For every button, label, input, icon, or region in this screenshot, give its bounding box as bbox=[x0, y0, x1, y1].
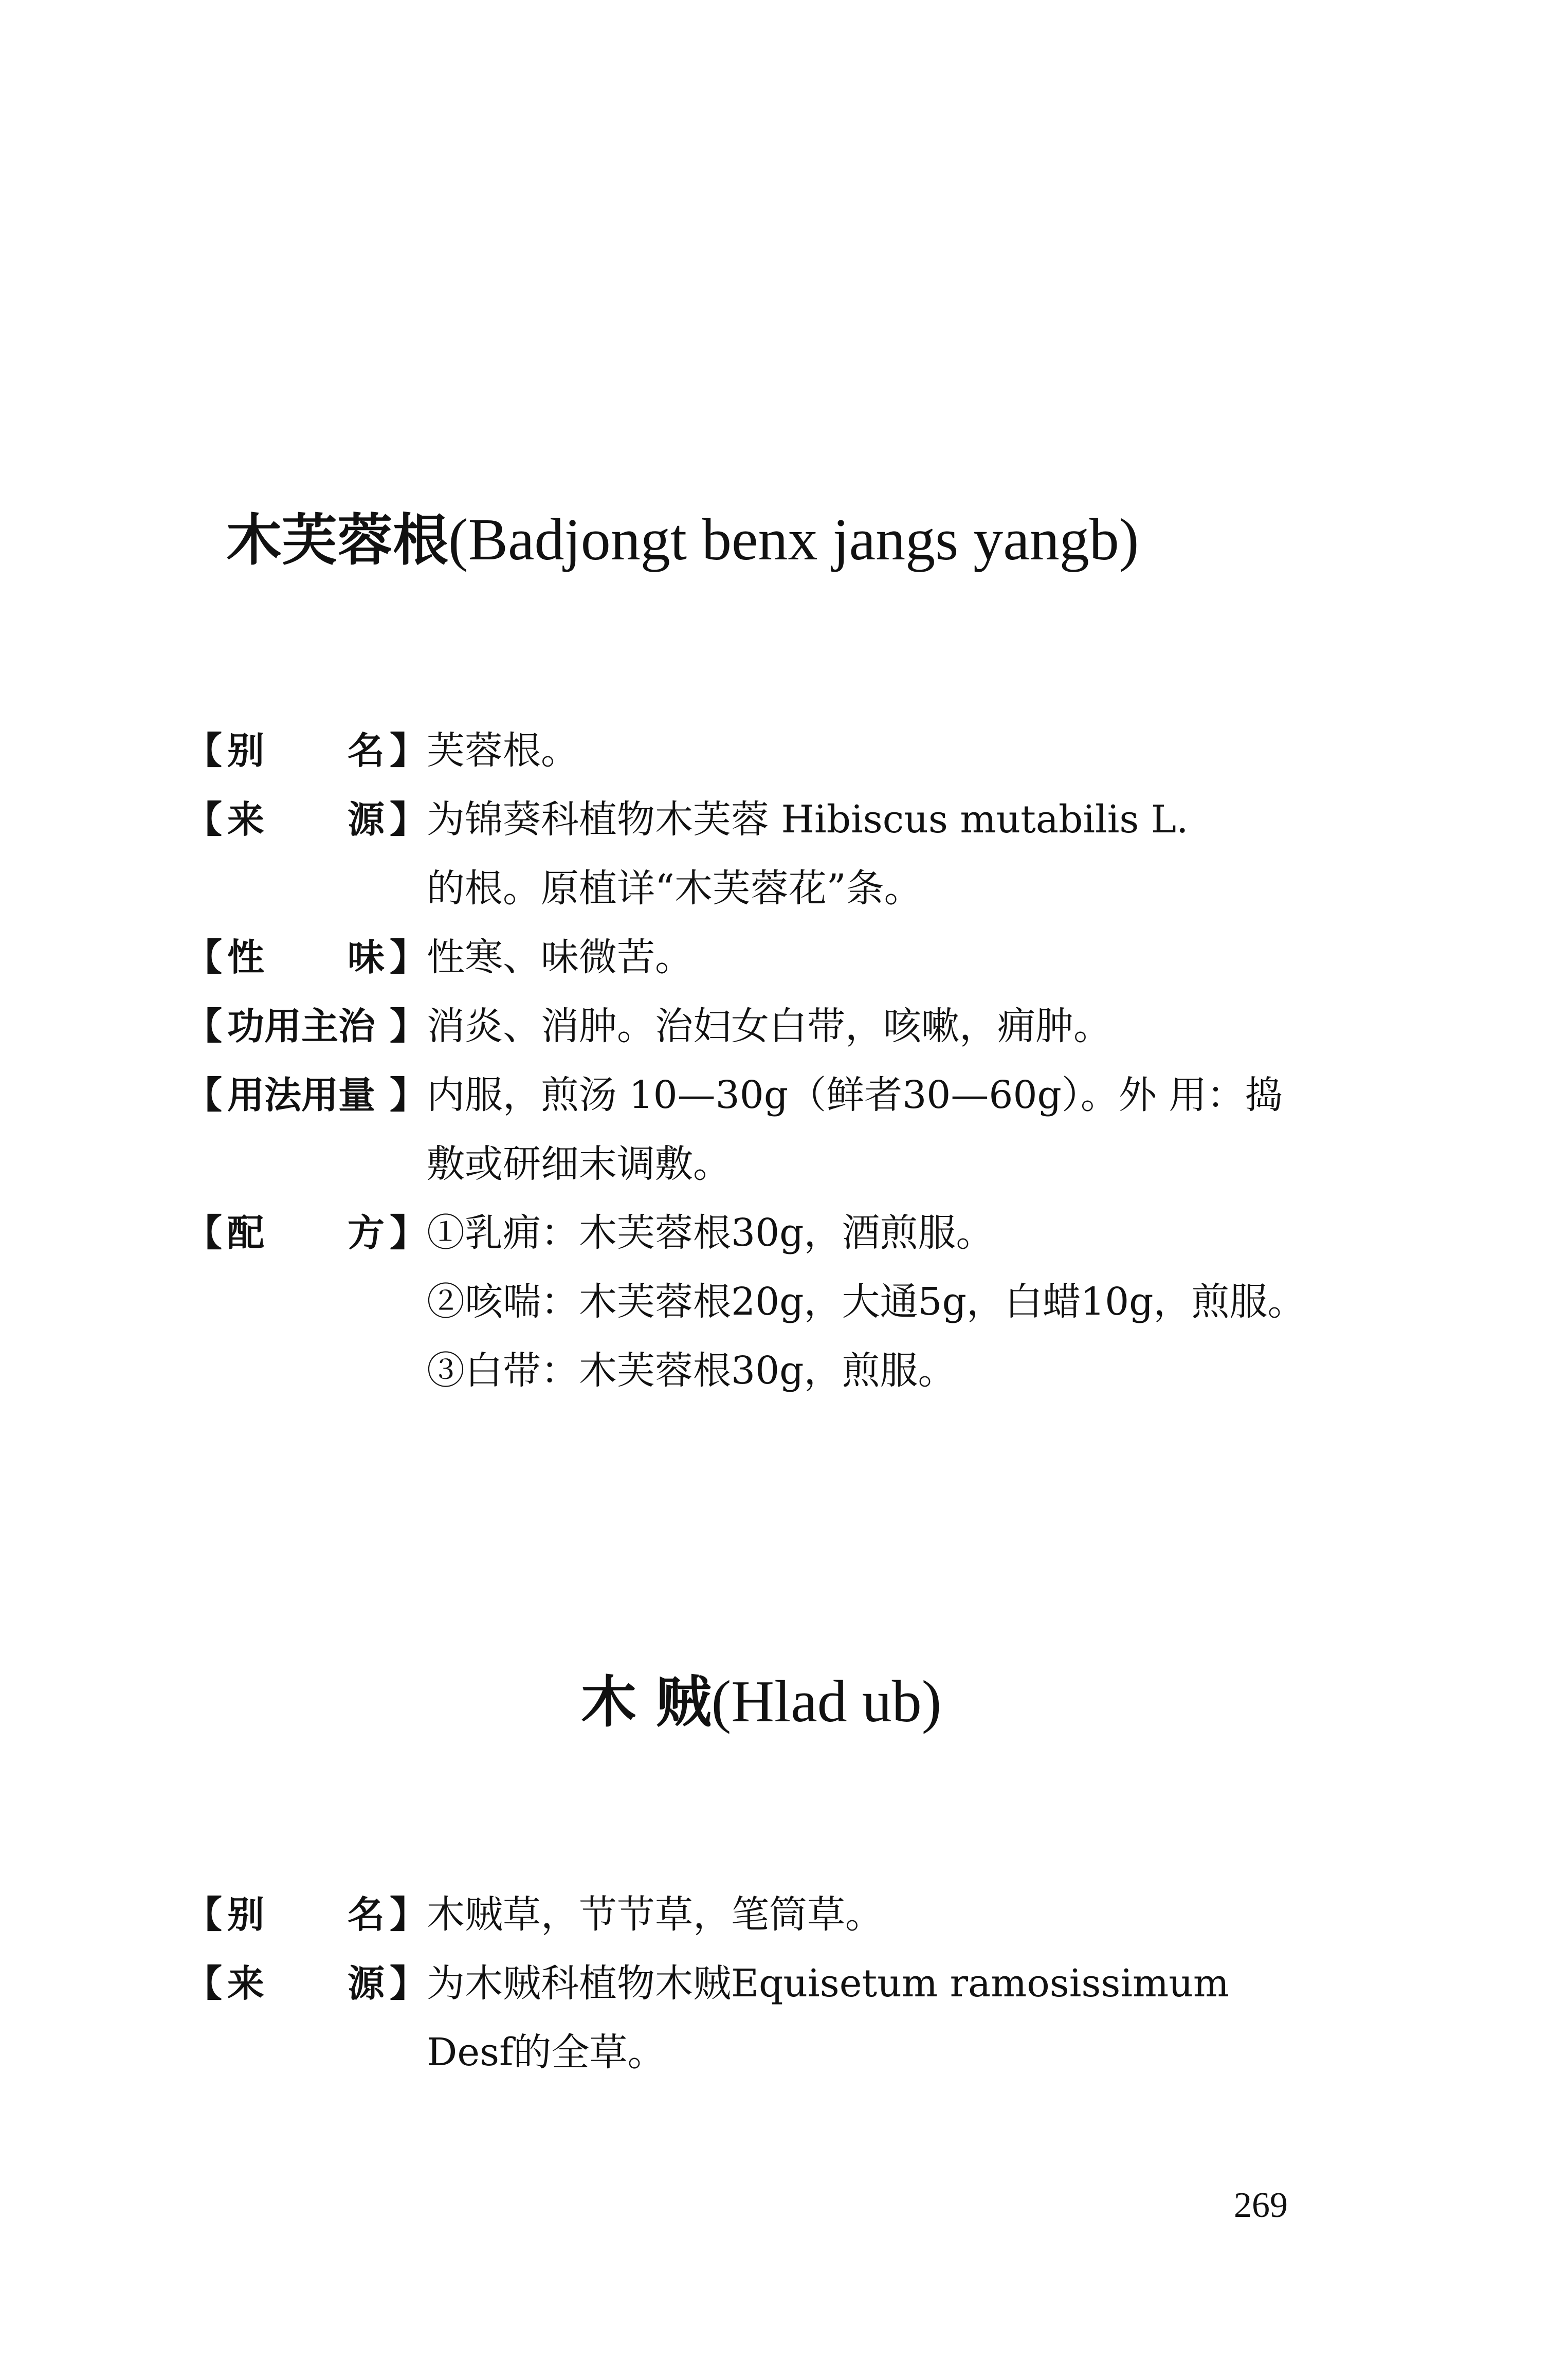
entry-title-chinese: 木芙蓉根 bbox=[226, 508, 449, 573]
field-alias bbox=[185, 716, 1378, 785]
field-label: 【 来 源 】 bbox=[185, 798, 427, 841]
field-source bbox=[185, 1949, 1378, 2087]
field-usage-dosage bbox=[185, 1061, 1378, 1198]
entry-fields-muzei bbox=[185, 1880, 1378, 2087]
entry-title-muzei bbox=[581, 1669, 942, 1735]
entry-title-romanized: (Hlad ub) bbox=[711, 1669, 942, 1735]
field-content: 为锦葵科植物木芙蓉 Hibiscus mutabilis L. 的根。原植详“木芙蓉花”条。 bbox=[427, 797, 1189, 911]
field-content: 为木贼科植物木贼Equisetum ramosissimum Desf的全草。 bbox=[427, 1961, 1230, 2074]
field-content: 木贼草，节节草，笔筒草。 bbox=[427, 1892, 883, 1937]
field-content: 内服，煎汤 10—30g（鲜者30—60g）。外 用：捣 敷或研细末调敷。 bbox=[427, 1073, 1283, 1186]
entry-title-mufurong-gen bbox=[226, 507, 1139, 573]
entry-title-romanized: (Badjongt benx jangs yangb) bbox=[448, 507, 1139, 573]
field-label: 【 用法用量 】 bbox=[185, 1073, 427, 1117]
field-nature-taste bbox=[185, 923, 1378, 992]
field-content: 芙蓉根。 bbox=[427, 729, 579, 773]
field-label: 【 来 源 】 bbox=[185, 1962, 427, 2005]
field-content: 消炎、消肿。治妇女白带，咳嗽，痈肿。 bbox=[427, 1004, 1111, 1048]
field-label: 【 功用主治 】 bbox=[185, 1005, 427, 1048]
field-content: ①乳痈：木芙蓉根30g，酒煎服。 ②咳喘：木芙蓉根20g，大通5g，白蜡10g，煎服。 ③白带：木芙蓉根30g，煎服。 bbox=[427, 1211, 1306, 1393]
page-number: 269 bbox=[1234, 2186, 1288, 2225]
field-label: 【 性 味 】 bbox=[185, 936, 427, 979]
entry-title-chinese: 木 贼 bbox=[581, 1670, 712, 1735]
field-content: 性寒、味微苦。 bbox=[427, 935, 693, 979]
field-indications bbox=[185, 992, 1378, 1061]
entry-fields-mufurong-gen bbox=[185, 716, 1378, 1405]
field-prescriptions bbox=[185, 1198, 1378, 1405]
field-label: 【 别 名 】 bbox=[185, 729, 427, 772]
field-source bbox=[185, 785, 1378, 923]
field-label: 【 配 方 】 bbox=[185, 1211, 427, 1254]
field-alias bbox=[185, 1880, 1378, 1949]
field-label: 【 别 名 】 bbox=[185, 1893, 427, 1936]
